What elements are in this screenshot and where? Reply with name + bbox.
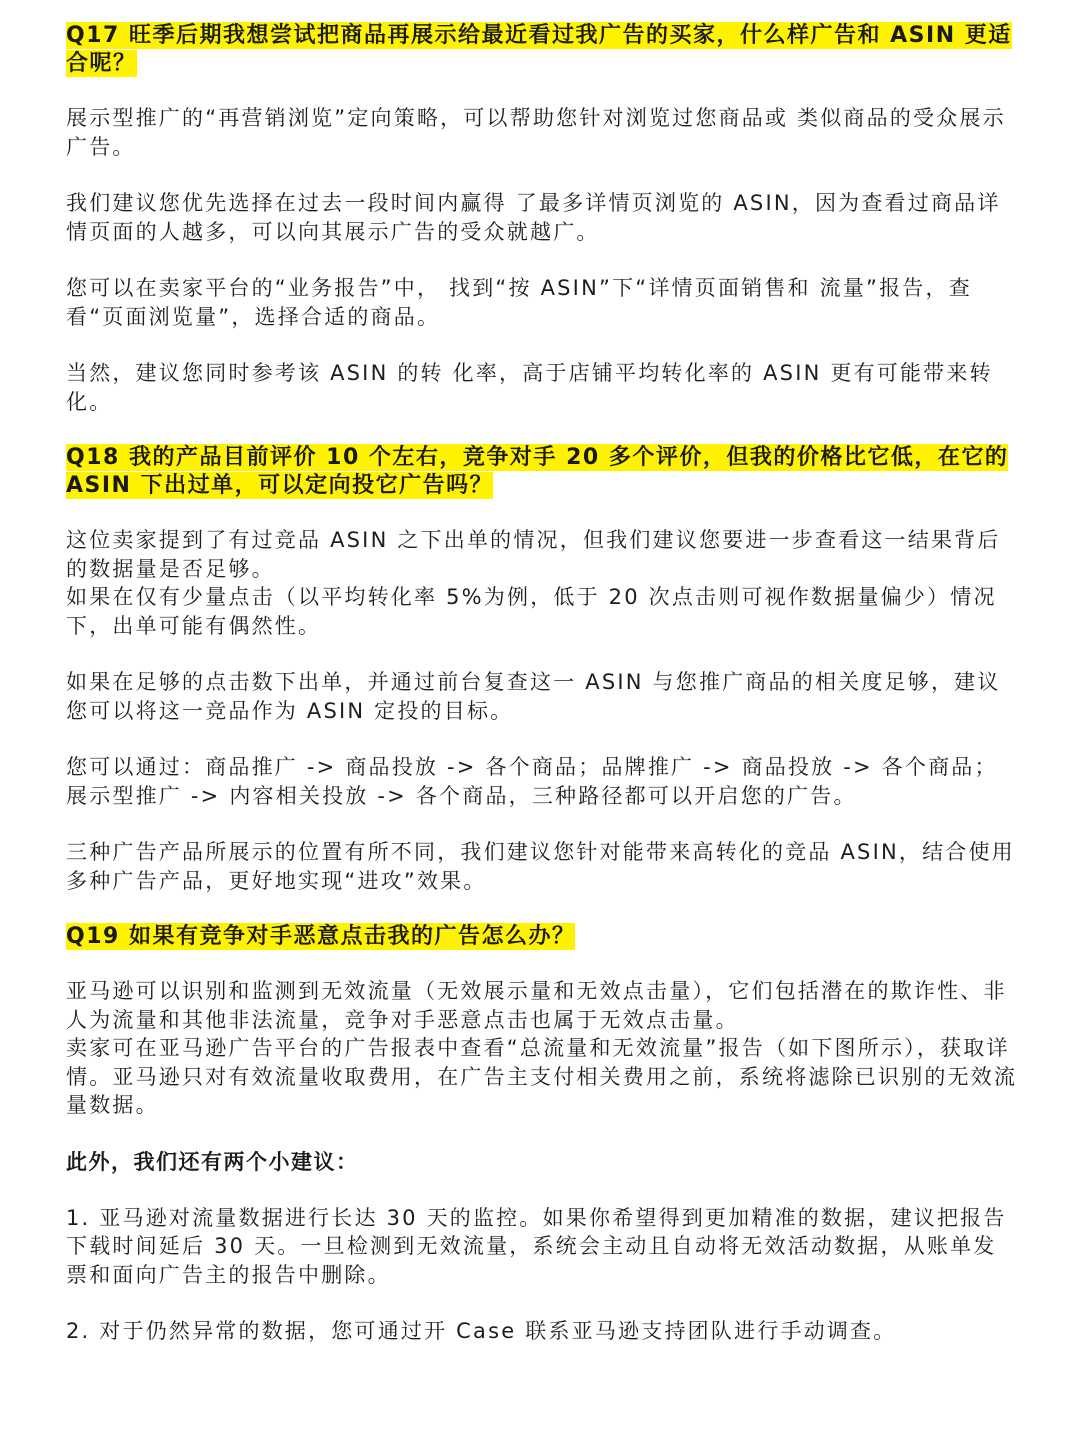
answer-paragraph: 这位卖家提到了有过竞品 ASIN 之下出单的情况，但我们建议您要进一步查看这一结果背后的数据量是否足够。 [66, 528, 1001, 581]
question-heading [66, 923, 1018, 951]
tips-heading: 此外，我们还有两个小建议： [66, 1149, 359, 1174]
question-highlight: Q17 旺季后期我想尝试把商品再展示给最近看过我广告的买家，什么样广告和 ASIN 更适合呢？ [66, 23, 1012, 76]
answer-paragraph: 您可以在卖家平台的“业务报告”中， 找到“按 ASIN”下“详情页面销售和 流量”报告，查看“页面浏览量”，选择合适的商品。 [66, 276, 972, 329]
answer-block [66, 977, 1018, 1120]
answer-paragraph: 亚马逊可以识别和监测到无效流量（无效展示量和无效点击量），它们包括潜在的欺诈性、非人为流量和其他非法流量，竞争对手恶意点击也属于无效点击量。 [66, 979, 1007, 1032]
question-highlight: Q19 如果有竞争对手恶意点击我的广告怎么办？ [66, 924, 576, 949]
answer-paragraph: 展示型推广的“再营销浏览”定向策略，可以帮助您针对浏览过您商品或 类似商品的受众展示广告。 [66, 106, 1006, 159]
faq-q19 [66, 923, 1018, 1346]
faq-q18 [66, 444, 1018, 895]
answer-paragraph: 三种广告产品所展示的位置有所不同，我们建议您针对能带来高转化的竞品 ASIN，结合使用多种广告产品，更好地实现“进攻”效果。 [66, 840, 1015, 893]
answer-block [66, 526, 1018, 640]
faq-q17 [66, 22, 1018, 416]
document-page [66, 22, 1018, 1374]
answer-paragraph: 如果在足够的点击数下出单，并通过前台复查这一 ASIN 与您推广商品的相关度足够，建议您可以将这一竞品作为 ASIN 定投的目标。 [66, 670, 1001, 723]
answer-paragraph: 您可以通过：商品推广 -> 商品投放 -> 各个商品；品牌推广 -> 商品投放 -> 各个商品；展示型推广 -> 内容相关投放 -> 各个商品，三种路径都可以开启您的广告。 [66, 755, 998, 808]
tip-item: 2. 对于仍然异常的数据，您可通过开 Case 联系亚马逊支持团队进行手动调查。 [66, 1319, 897, 1343]
answer-paragraph: 我们建议您优先选择在过去一段时间内赢得 了最多详情页浏览的 ASIN，因为查看过商品详情页面的人越多，可以向其展示广告的受众就越广。 [66, 191, 1001, 244]
answer-paragraph: 当然，建议您同时参考该 ASIN 的转 化率，高于店铺平均转化率的 ASIN 更有可能带来转化。 [66, 361, 993, 414]
answer-paragraph: 如果在仅有少量点击（以平均转化率 5%为例，低于 20 次点击则可视作数据量偏少）情况下，出单可能有偶然性。 [66, 585, 997, 638]
question-heading [66, 22, 1018, 78]
tip-item: 1. 亚马逊对流量数据进行长达 30 天的监控。如果你希望得到更加精准的数据，建议把报告下载时间延后 30 天。一旦检测到无效流量，系统会主动且自动将无效活动数据，从账单发票和面向广告主的报告中删除。 [66, 1205, 1007, 1287]
question-heading [66, 444, 1018, 500]
answer-paragraph: 卖家可在亚马逊广告平台的广告报表中查看“总流量和无效流量”报告（如下图所示），获取详情。亚马逊只对有效流量收取费用，在广告主支付相关费用之前，系统将滤除已识别的无效流量数据。 [66, 1036, 1018, 1117]
question-highlight: Q18 我的产品目前评价 10 个左右，竞争对手 20 多个评价，但我的价格比它低，在它的 ASIN 下出过单，可以定向投它广告吗？ [66, 445, 1009, 498]
